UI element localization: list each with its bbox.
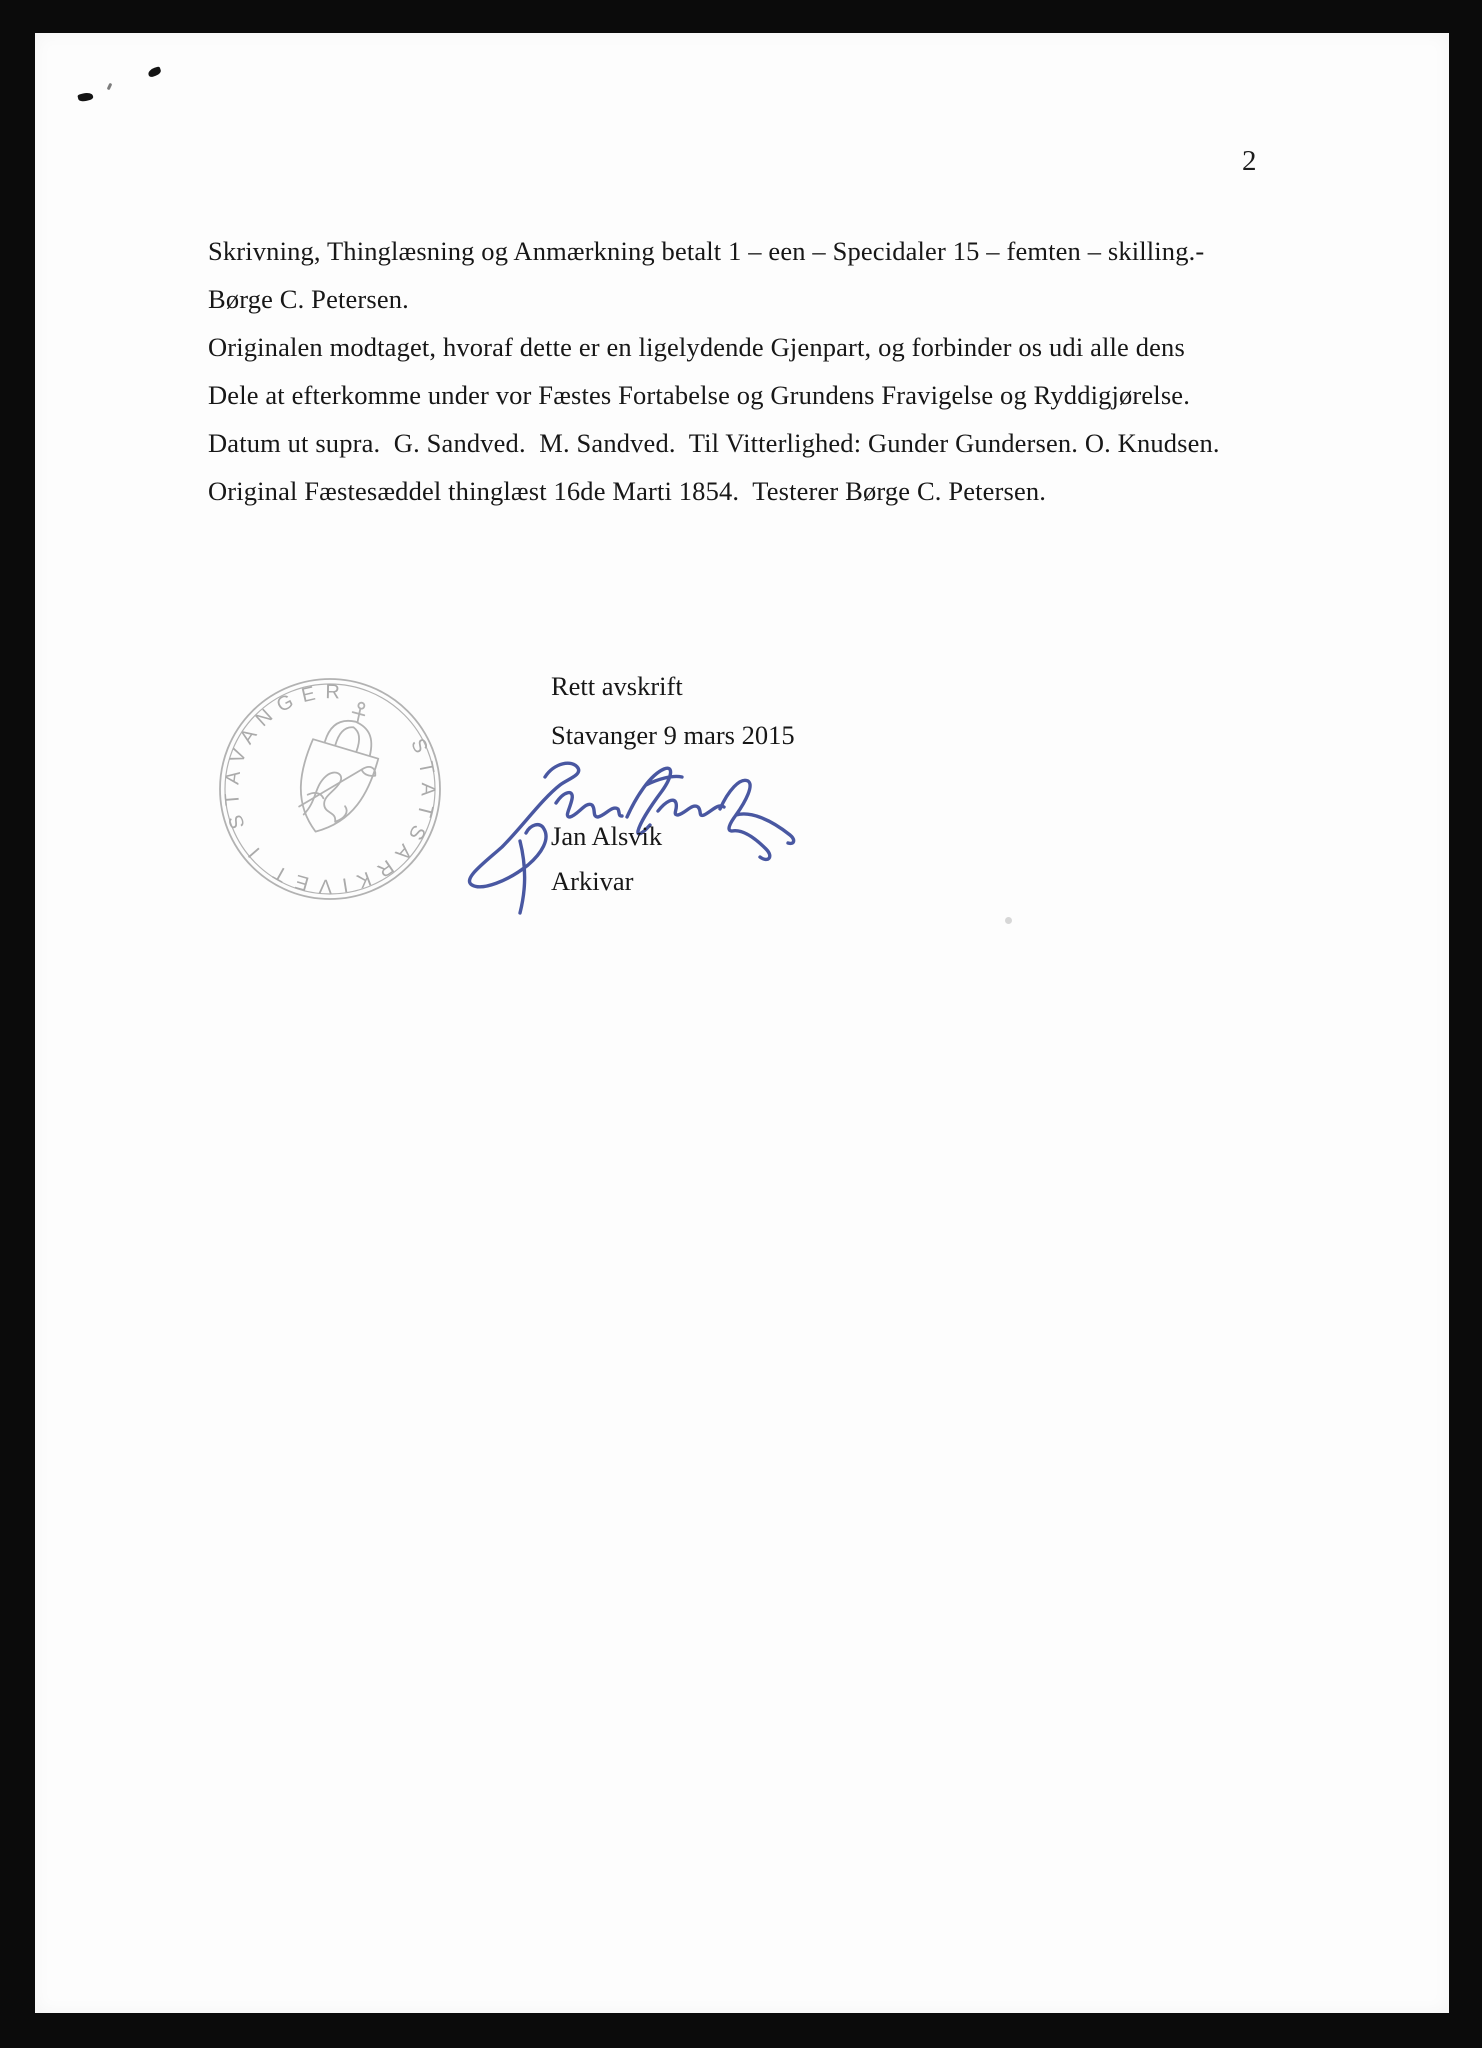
signature-stroke-lsvi <box>658 800 724 815</box>
coat-of-arms <box>283 691 397 844</box>
document-page <box>35 33 1449 2013</box>
attestation-text: Rett avskrift <box>551 671 683 701</box>
signature-stroke-k-tail <box>720 780 794 859</box>
shield-outline <box>283 735 379 843</box>
document-line: Datum ut supra. G. Sandved. M. Sandved. Til Vitterlighed: Gunder Gundersen. O. Knudsen. <box>208 428 1220 458</box>
archive-stamp-seal <box>215 674 445 904</box>
scan-speck <box>1005 917 1012 924</box>
place-date-text: Stavanger 9 mars 2015 <box>551 720 795 750</box>
page-number: 2 <box>1242 145 1257 177</box>
signer-title-text: Arkivar <box>551 866 634 896</box>
document-line: Original Fæstesæddel thinglæst 16de Marti 1854. Testerer Børge C. Petersen. <box>208 476 1047 506</box>
lion <box>301 766 358 828</box>
signer-name-text: Jan Alsvik <box>551 821 663 851</box>
document-line: Originalen modtaget, hvoraf dette er en ligelydende Gjenpart, og forbinder os udi alle dens <box>208 332 1185 362</box>
axe <box>299 749 377 828</box>
document-line: Skrivning, Thinglæsning og Anmærkning betalt 1 – een – Specidaler 15 – femten – skilling.- <box>208 236 1205 266</box>
signature-stroke-an <box>556 793 622 817</box>
document-line: Børge C. Petersen. <box>208 284 409 314</box>
stamp-ring-text: STATSARKIVET I STAVANGER <box>221 681 439 897</box>
ink-speck <box>147 66 162 78</box>
ink-speck <box>77 91 93 102</box>
document-line: Dele at efterkomme under vor Fæstes Fortabelse og Grundens Fravigelse og Ryddigjørelse. <box>208 380 1190 410</box>
ink-speck <box>107 83 113 91</box>
document-text-block <box>208 227 1338 515</box>
crown-orb <box>358 702 366 710</box>
